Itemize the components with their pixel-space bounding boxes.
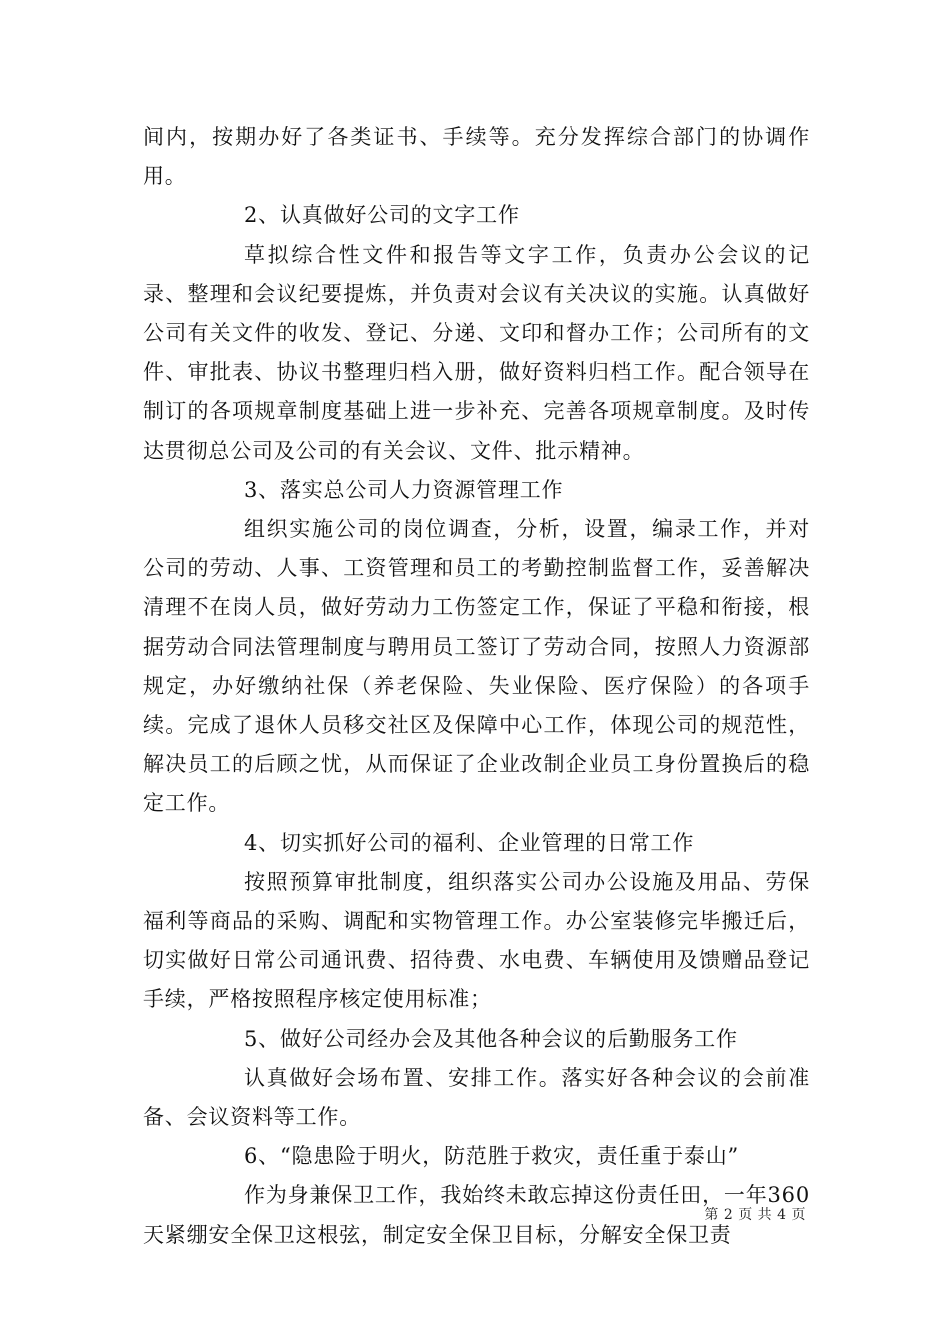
paragraph-hr-work: 组织实施公司的岗位调查，分析，设置，编录工作，并对公司的劳动、人事、工资管理和员工的考勤控制监督工作，妥善解决清理不在岗人员，做好劳动力工伤签定工作，保证了平稳和衔接，根据劳动合同法管理制度与聘用员工签订了劳动合同，按照人力资源部规定，办好缴纳社保（养老保险、失业保险、医疗保险）的各项手续。完成了退休人员移交社区及保障中心工作，体现公司的规范性，解决员工的后顾之忧，从而保证了企业改制企业员工身份置换后的稳定工作。	[143, 517, 810, 816]
page-number-footer: 第 2 页 共 4 页	[704, 1207, 806, 1223]
paragraph-continuation: 间内，按期办好了各类证书、手续等。充分发挥综合部门的协调作用。	[143, 125, 810, 189]
paragraph-security-work: 作为身兼保卫工作，我始终未敢忘掉这份责任田，一年360天紧绷安全保卫这根弦，制定安全保卫目标，分解安全保卫责	[143, 1183, 810, 1247]
document-body	[143, 118, 810, 1255]
section-heading-2: 2、认真做好公司的文字工作	[244, 203, 520, 228]
paragraph-writing-work: 草拟综合性文件和报告等文字工作，负责办公会议的记录、整理和会议纪要提炼，并负责对会议有关决议的实施。认真做好公司有关文件的收发、登记、分递、文印和督办工作；公司所有的文件、审批表、协议书整理归档入册，做好资料归档工作。配合领导在制订的各项规章制度基础上进一步补充、完善各项规章制度。及时传达贯彻总公司及公司的有关会议、文件、批示精神。	[143, 242, 810, 463]
section-heading-5: 5、做好公司经办会及其他各种会议的后勤服务工作	[244, 1026, 738, 1051]
section-heading-3: 3、落实总公司人力资源管理工作	[244, 477, 564, 502]
paragraph-welfare-work: 按照预算审批制度，组织落实公司办公设施及用品、劳保福利等商品的采购、调配和实物管理工作。办公室装修完毕搬迁后，切实做好日常公司通讯费、招待费、水电费、车辆使用及馈赠品登记手续，严格按照程序核定使用标准；	[143, 869, 810, 1012]
section-heading-6: 6、“隐患险于明火，防范胜于救灾，责任重于泰山”	[244, 1144, 740, 1169]
paragraph-meeting-service: 认真做好会场布置、安排工作。落实好各种会议的会前准备、会议资料等工作。	[143, 1065, 810, 1130]
section-heading-4: 4、切实抓好公司的福利、企业管理的日常工作	[244, 830, 695, 855]
